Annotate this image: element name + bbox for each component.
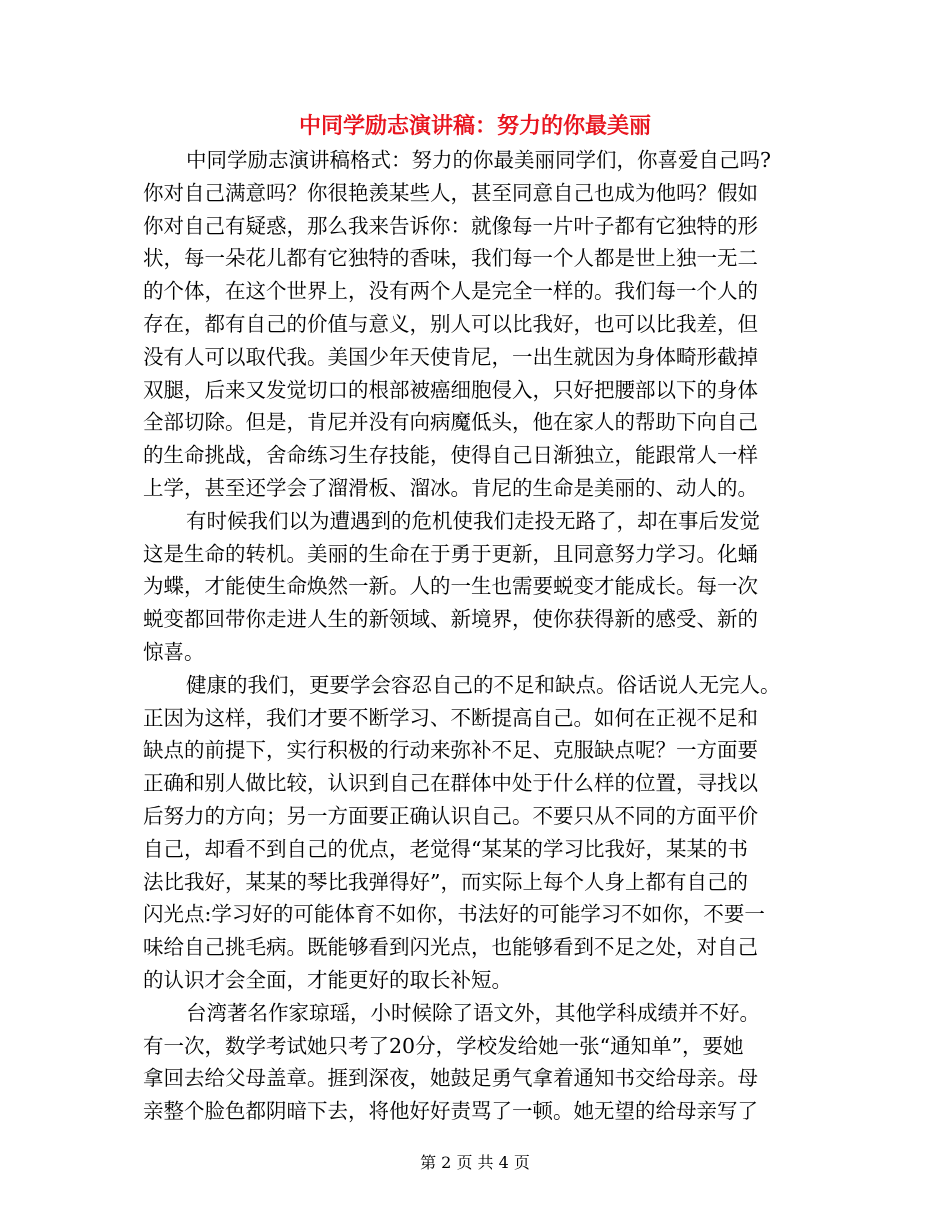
- text-line: 蜕变都回带你走进人生的新领域、新境界，使你获得新的感受、新的: [143, 607, 758, 632]
- document-body: [143, 144, 808, 1128]
- text-line: 后努力的方向；另一方面要正确认识自己。不要只从不同的方面平价: [143, 803, 758, 828]
- text-line: 法比我好，某某的琴比我弹得好”，而实际上每个人身上都有自己的: [143, 869, 748, 894]
- text-line: 闪光点:学习好的可能体育不如你，书法好的可能学习不如你，不要一: [143, 902, 765, 927]
- text-line: 全部切除。但是，肯尼并没有向病魔低头，他在家人的帮助下向自己: [143, 410, 758, 435]
- text-line: 自己，却看不到自己的优点，老觉得“某某的学习比我好，某某的书: [143, 836, 748, 861]
- text-line: 双腿，后来又发觉切口的根部被癌细胞侵入，只好把腰部以下的身体: [143, 377, 758, 402]
- text-line: 健康的我们，更要学会容忍自己的不足和缺点。俗话说人无完人。: [186, 672, 781, 697]
- text-line: 的个体，在这个世界上，没有两个人是完全一样的。我们每一个人的: [143, 279, 758, 304]
- text-line: 亲整个脸色都阴暗下去，将他好好责骂了一顿。她无望的给母亲写了: [143, 1099, 758, 1124]
- text-line: 中同学励志演讲稿格式：努力的你最美丽同学们，你喜爱自己吗?: [186, 148, 771, 172]
- text-line: 台湾著名作家琼瑶，小时候除了语文外，其他学科成绩并不好。: [186, 1000, 760, 1025]
- text-line: 你对自己有疑惑，那么我来告诉你：就像每一片叶子都有它独特的形: [143, 213, 758, 238]
- text-line: 你对自己满意吗？你很艳羡某些人，甚至同意自己也成为他吗？假如: [143, 180, 758, 205]
- text-line: 上学，甚至还学会了溜滑板、溜冰。肯尼的生命是美丽的、动人的。: [143, 475, 758, 500]
- text-line: 的认识才会全面，才能更好的取长补短。: [143, 967, 512, 992]
- text-line: 正因为这样，我们才要不断学习、不断提高自己。如何在正视不足和: [143, 705, 758, 730]
- text-line: 的生命挑战，舍命练习生存技能，使得自己日渐独立，能跟常人一样: [143, 443, 758, 468]
- document-title: 中同学励志演讲稿：努力的你最美丽: [298, 113, 651, 139]
- text-line: 缺点的前提下，实行积极的行动来弥补不足、克服缺点呢？一方面要: [143, 738, 758, 763]
- text-line: 为蝶，才能使生命焕然一新。人的一生也需要蜕变才能成长。每一次: [143, 574, 758, 599]
- text-line: 有一次，数学考试她只考了20分，学校发给她一张“通知单”，要她: [143, 1033, 744, 1058]
- text-line: 没有人可以取代我。美国少年天使肯尼，一出生就因为身体畸形截掉: [143, 344, 758, 369]
- text-line: 状，每一朵花儿都有它独特的香味，我们每一个人都是世上独一无二: [143, 246, 758, 271]
- text-line: 拿回去给父母盖章。捱到深夜，她鼓足勇气拿着通知书交给母亲。母: [143, 1066, 758, 1091]
- text-line: 这是生命的转机。美丽的生命在于勇于更新，且同意努力学习。化蛹: [143, 541, 758, 566]
- text-line: 存在，都有自己的价值与意义，别人可以比我好，也可以比我差，但: [143, 311, 758, 336]
- text-line: 味给自己挑毛病。既能够看到闪光点，也能够看到不足之处，对自己: [143, 935, 758, 960]
- text-line: 正确和别人做比较，认识到自己在群体中处于什么样的位置，寻找以: [143, 771, 758, 796]
- text-line: 惊喜。: [143, 639, 205, 664]
- text-line: 有时候我们以为遭遇到的危机使我们走投无路了，却在事后发觉: [186, 508, 760, 533]
- page-number-footer: 第 2 页 共 4 页: [420, 1153, 530, 1172]
